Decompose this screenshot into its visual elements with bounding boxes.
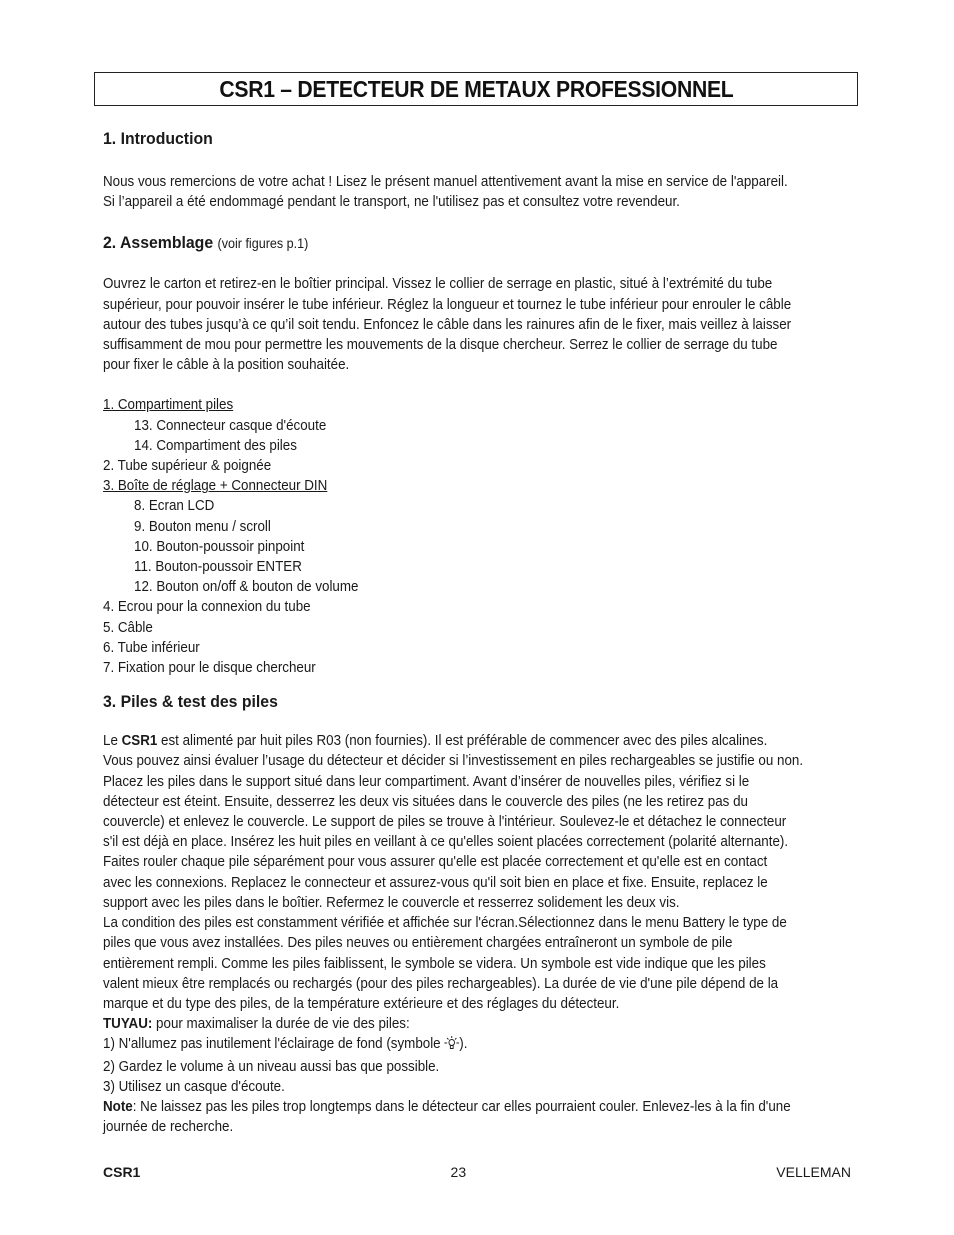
tip-3-text: 3) Utilisez un casque d'écoute.	[103, 1078, 285, 1095]
section-heading-note: (voir figures p.1)	[217, 236, 309, 252]
text-fragment: est alimenté par huit piles R03 (non fournies). Il est préférable de commencer avec des piles alcalines.	[157, 733, 768, 750]
assemblage-paragraph	[103, 274, 853, 375]
section-heading-text: 3. Piles & test des piles	[103, 692, 278, 712]
text-line: piles que vous avez installées. Des piles neuves ou entièrement chargées entraîneront un symbole de pile	[103, 935, 733, 952]
list-item: 9. Bouton menu / scroll	[134, 518, 271, 535]
text-line: pour fixer le câble à la position souhaitée.	[103, 357, 350, 374]
text-line: autour des tubes jusqu’à ce qu’il soit tendu. Enfoncez le câble dans les rainures afin de le fixer, mais veillez à laisser	[103, 316, 792, 333]
content	[103, 128, 853, 1137]
text-fragment: Le	[103, 733, 122, 750]
note-text: : Ne laissez pas les piles trop longtemps dans le détecteur car elles pourraient couler. Enlevez-les à la fin d'une	[132, 1098, 791, 1115]
text-line: Faites rouler chaque pile séparément pour vous assurer qu'elle est placée correctement et qu'elle est en contact	[103, 854, 768, 871]
text-line: Nous vous remercions de votre achat ! Lisez le présent manuel attentivement avant la mise en service de l'appareil.	[103, 174, 788, 190]
tip-2-text: 2) Gardez le volume à un niveau aussi bas que possible.	[103, 1058, 440, 1075]
title-box	[94, 72, 858, 106]
list-item: 8. Ecran LCD	[134, 498, 215, 515]
section-heading-text: 2. Assemblage	[103, 233, 214, 253]
section-heading-introduction	[103, 128, 853, 150]
text-line: avec les connexions. Replacez le connecteur et assurez-vous qu'il soit bien en place et fixe. Ensuite, replacez le	[103, 874, 768, 891]
list-item: 5. Câble	[103, 619, 153, 636]
page-number: 23	[450, 1164, 467, 1180]
list-item: 14. Compartiment des piles	[134, 437, 297, 454]
list-item: 1. Compartiment piles	[103, 397, 234, 414]
text-line: marque et du type des piles, de la température extérieure et des réglages du détecteur.	[103, 995, 620, 1012]
section-heading-assemblage	[103, 232, 853, 255]
text-line: Ouvrez le carton et retirez-en le boîtier principal. Vissez le collier de serrage en plastic, situé à l’extrémité du tube	[103, 276, 773, 293]
footer-brand: VELLEMAN	[776, 1164, 851, 1180]
text-line: support avec les piles dans le boîtier. Refermez le couvercle et resserrez solidement les deux vis.	[103, 894, 680, 911]
text-line: Placez les piles dans le support situé dans leur compartiment. Avant d’insérer de nouvelles piles, vérifiez si le	[103, 773, 750, 790]
introduction-paragraph	[103, 172, 853, 212]
footer-model: CSR1	[103, 1164, 141, 1180]
list-item: 6. Tube inférieur	[103, 639, 200, 656]
tip-1-text: 1) N'allumez pas inutilement l'éclairage de fond (symbole	[103, 1036, 445, 1053]
text-line: couvercle) et enlevez le couvercle. Le support de piles se trouve à l'intérieur. Soulevez-le et détachez le connecteur	[103, 814, 787, 831]
list-item: 10. Bouton-poussoir pinpoint	[134, 538, 305, 555]
tip-1-end: ).	[459, 1036, 468, 1053]
text-line: valent mieux être remplacés ou rechargés (pour des piles rechargeables). La durée de vie d'une pile dépend de la	[103, 975, 779, 992]
list-item: 13. Connecteur casque d'écoute	[134, 417, 327, 434]
list-item: 11. Bouton-poussoir ENTER	[134, 559, 302, 576]
tip-text: pour maximaliser la durée de vie des piles:	[152, 1016, 410, 1033]
section-heading-text: 1. Introduction	[103, 129, 213, 148]
text-line: entièrement rempli. Comme les piles faiblissent, le symbole se videra. Un symbole est vide indique que les piles	[103, 955, 766, 972]
text-line: suffisamment de mou pour permettre les mouvements de la disque chercheur. Serrez le collier de serrage du tube	[103, 337, 778, 354]
parts-list	[103, 395, 853, 678]
text-line: détecteur est éteint. Ensuite, desserrez les deux vis situées dans le couvercle des piles (ne les retirez pas du	[103, 793, 748, 810]
list-item: 4. Ecrou pour la connexion du tube	[103, 599, 311, 616]
backlight-icon	[444, 1036, 459, 1056]
text-line: supérieur, pour pouvoir insérer le tube inférieur. Réglez la longueur et tournez le tube inférieur pour enrouler le câble	[103, 296, 792, 313]
tip-label: TUYAU:	[103, 1016, 153, 1033]
page-footer	[103, 1164, 851, 1180]
text-line: Si l’appareil a été endommagé pendant le transport, ne l'utilisez pas et consultez votre revendeur.	[103, 194, 680, 211]
note-line-2: journée de recherche.	[103, 1119, 234, 1136]
piles-paragraph	[103, 731, 853, 1137]
list-item: 12. Bouton on/off & bouton de volume	[134, 579, 359, 596]
list-item: 3. Boîte de réglage + Connecteur DIN	[103, 478, 328, 495]
note-label: Note	[103, 1098, 133, 1115]
product-name: CSR1	[121, 733, 158, 750]
text-line: La condition des piles est constamment vérifiée et affichée sur l'écran.Sélectionnez dans le menu Battery le type de	[103, 915, 787, 932]
text-line: Vous pouvez ainsi évaluer l’usage du détecteur et décider si l’investissement en piles rechargeables se justifie ou non.	[103, 753, 804, 770]
page-title: CSR1 – DETECTEUR DE METAUX PROFESSIONNEL	[218, 75, 734, 102]
list-item: 7. Fixation pour le disque chercheur	[103, 660, 316, 677]
list-item: 2. Tube supérieur & poignée	[103, 458, 272, 475]
text-line: s'il est déjà en place. Insérez les huit piles en veillant à ce qu'elles soient placées correctement (polarité alternante).	[103, 834, 789, 851]
section-heading-piles	[103, 691, 853, 713]
